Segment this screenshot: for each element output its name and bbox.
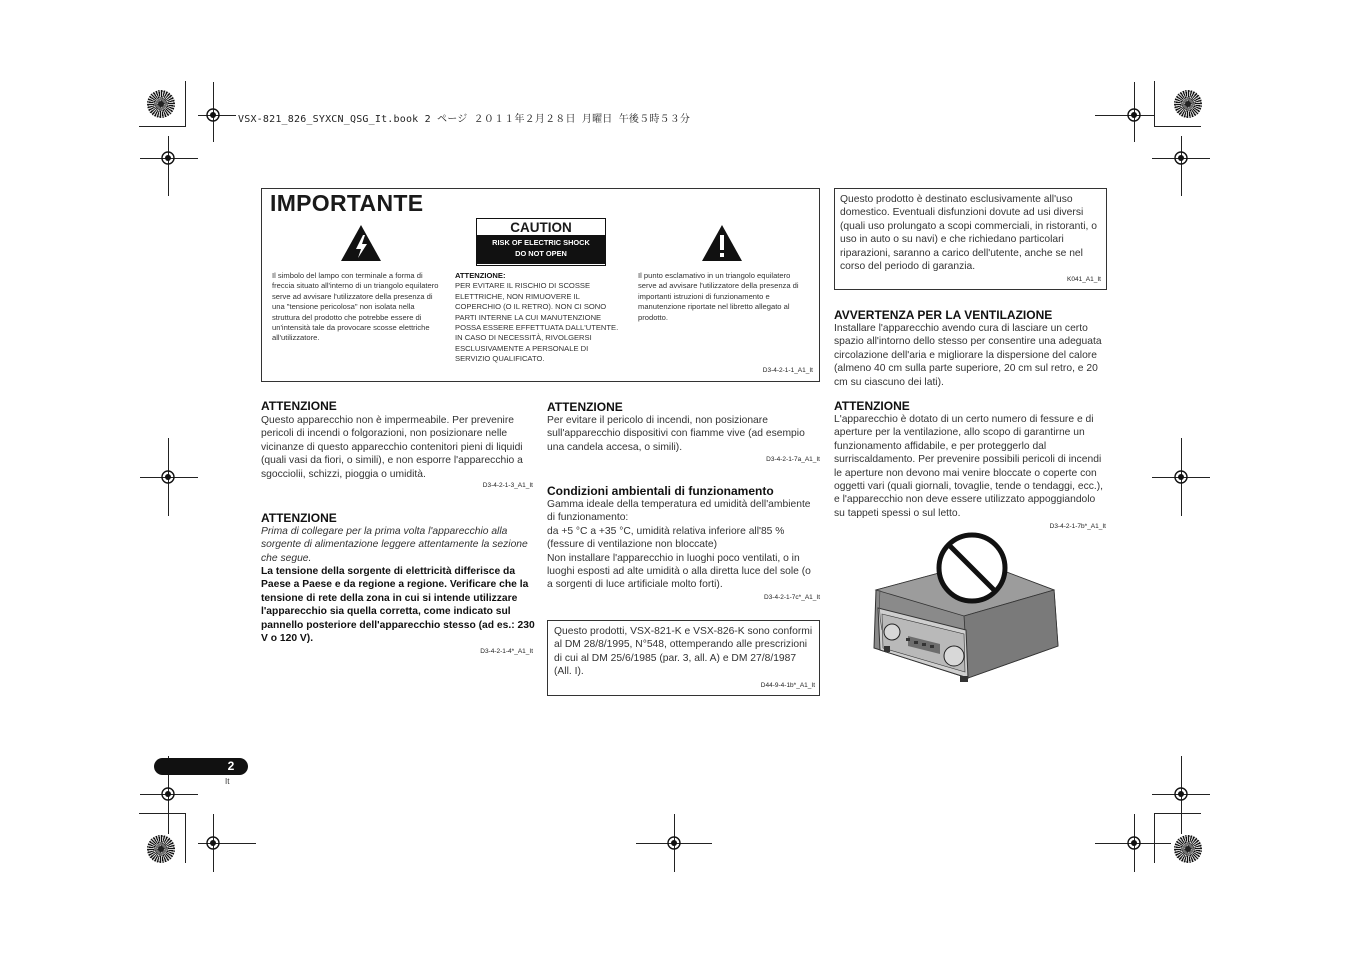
col2-compliance-code: D44-9-4-1b*_A1_It — [760, 682, 815, 689]
importante-title: IMPORTANTE — [270, 190, 424, 216]
col2-conditions-text: Gamma ideale della temperatura ed umidità dell'ambiente di funzionamento: da +5 °C a +35 °C, umidità relativa inferiore all'85 % (fessure di ventilazione non bloccate) Non installare l'apparecchio in luoghi poco ventilati, o in luoghi esposti ad alte umidità o alla diretta luce del sole (o a sorgenti di luce artificiale molto forti). — [547, 499, 811, 591]
attenzione-caution-label: ATTENZIONE: — [455, 271, 506, 280]
col1-bold-text: La tensione della sorgente di elettricità differisce da Paese a Paese e da regione a regione. Verificare che la tensione di rete della zona in cui si intende utilizzare l'apparecchio sia quella corretta, come indicato sul pannello posteriore dell'apparecchio stesso (ad es.: 230 V o 120 V). — [261, 566, 535, 645]
caution-subtitle — [477, 235, 605, 264]
col1-attenzione-text-1: Questo apparecchio non è impermeabile. Per prevenire pericoli di incendi o folgorazioni, non posizionare nelle vicinanze di questo apparecchio contenitori pieni di liquidi (quali vasi da fiori, o simili), e non esporre l'apparecchio a sgocciolii, schizzi, pioggia o umidità. — [261, 415, 523, 480]
col3-attenzione-text: L'apparecchio è dotato di un certo numero di fessure e di aperture per la ventilazione, allo scopo di garantirne un funzionamento affidabile, e per proteggerlo dal surriscaldamento. Per prevenire possibili pericoli di incendi le aperture non devono mai venire bloccate o coperte con oggetti vari (quali giornali, tovaglie, tende o tendaggi, ecc.), e l'apparecchio non deve essere utilizzato appoggiandolo su tappeti spessi o sul letto. — [834, 414, 1104, 519]
exclamation-symbol-text: Il punto esclamativo in un triangolo equilatero serve ad avvisare l'utilizzatore della presenza di importanti istruzioni di funzionamento e manutenzione riportate nel libretto allegato al prodotto. — [638, 271, 799, 322]
print-header: VSX-821_826_SYXCN_QSG_It.book 2 ページ ２０１１年２月２８日 月曜日 午後５時５３分 — [238, 114, 691, 125]
importante-box — [261, 188, 820, 382]
caution-sub-line1: RISK OF ELECTRIC SHOCK — [492, 238, 590, 247]
col1-attenzione-heading-1: ATTENZIONE — [261, 399, 337, 413]
col3-domestic-box — [834, 188, 1107, 290]
col2-attenzione-heading: ATTENZIONE — [547, 400, 623, 414]
col2-attenzione-text: Per evitare il pericolo di incendi, non posizionare sull'apparecchio dispositivi con fiamme vive (ad esempio una candela accesa, o simili). — [547, 415, 805, 453]
col2-conditions-heading: Condizioni ambientali di funzionamento — [547, 484, 774, 498]
attenzione-caution-block — [455, 271, 625, 365]
col3-attenzione-heading: ATTENZIONE — [834, 399, 910, 413]
col2-code-1: D3-4-2-1-7a_A1_It — [766, 456, 820, 463]
col3-domestic-text: Questo prodotto è destinato esclusivamente all'uso domestico. Eventuali disfunzioni dovute ad usi diversi (quali uso prolungato a scopi commerciali, in ristoranti, o uso in auto o su navi) e che richiedano particolari riparazioni, saranno a carico dell'utente, anche se nel corso del periodo di garanzia. — [840, 194, 1097, 273]
caution-label — [476, 218, 606, 266]
importante-code: D3-4-2-1-1_A1_It — [762, 367, 813, 374]
attenzione-caution-text: PER EVITARE IL RISCHIO DI SCOSSE ELETTRICHE, NON RIMUOVERE IL COPERCHIO (O IL RETRO). NON CI SONO PARTI INTERNE LA CUI MANUTENZIONE POSSA ESSERE EFFETTUATA DALL'UTENTE. IN CASO DI NECESSITÀ, RIVOLGERSI ESCLUSIVAMENTE A PERSONALE DI SERVIZIO QUALIFICATO. — [455, 281, 619, 364]
col1-italic-text: Prima di collegare per la prima volta l'apparecchio alla sorgente di alimentazione leggere attentamente la sezione che segue. — [261, 526, 528, 564]
col2-compliance-box — [547, 620, 820, 696]
caution-title: CAUTION — [477, 219, 605, 235]
col3-ventilation-heading: AVVERTENZA PER LA VENTILAZIONE — [834, 308, 1053, 322]
col1-code-1: D3-4-2-1-3_A1_It — [482, 482, 533, 489]
col2-compliance-text: Questo prodotti, VSX-821-K e VSX-826-K sono conformi al DM 28/8/1995, N°548, ottemperando alle prescrizioni di cui al DM 25/6/1985 (par. 3, all. A) e DM 27/8/1987 (All. I). — [554, 626, 813, 678]
caution-sub-line2: DO NOT OPEN — [515, 249, 567, 258]
page-language: It — [225, 777, 230, 786]
col3-code: D3-4-2-1-7b*_A1_It — [1049, 523, 1106, 530]
col3-domestic-code: K041_A1_It — [1067, 276, 1101, 283]
col3-ventilation-text: Installare l'apparecchio avendo cura di lasciare un certo spazio all'intorno dello stesso per consentire una adeguata circolazione dell'aria e migliorare la dispersione del calore (almeno 40 cm sulla parte superiore, 20 cm sul retro, e 20 cm su ciascuno dei lati). — [834, 323, 1102, 388]
col1-attenzione-heading-2: ATTENZIONE — [261, 511, 337, 525]
col2-code-2: D3-4-2-1-7c*_A1_It — [764, 594, 820, 601]
exclamation-warning-icon — [701, 224, 743, 262]
col1-code-2: D3-4-2-1-4*_A1_It — [480, 648, 533, 655]
lightning-warning-icon — [340, 224, 382, 262]
page-number: 2 — [227, 759, 235, 773]
covered-receiver-illustration — [868, 530, 1064, 690]
lightning-symbol-text: Il simbolo del lampo con terminale a forma di freccia situato all'interno di un triangolo equilatero serve ad avvisare l'utilizzatore della presenza di una "tensione pericolosa" non isolata nella struttura del prodotto che potrebbe essere di un'intensità tale da provocare scosse elettriche all'utilizzatore. — [272, 271, 439, 343]
